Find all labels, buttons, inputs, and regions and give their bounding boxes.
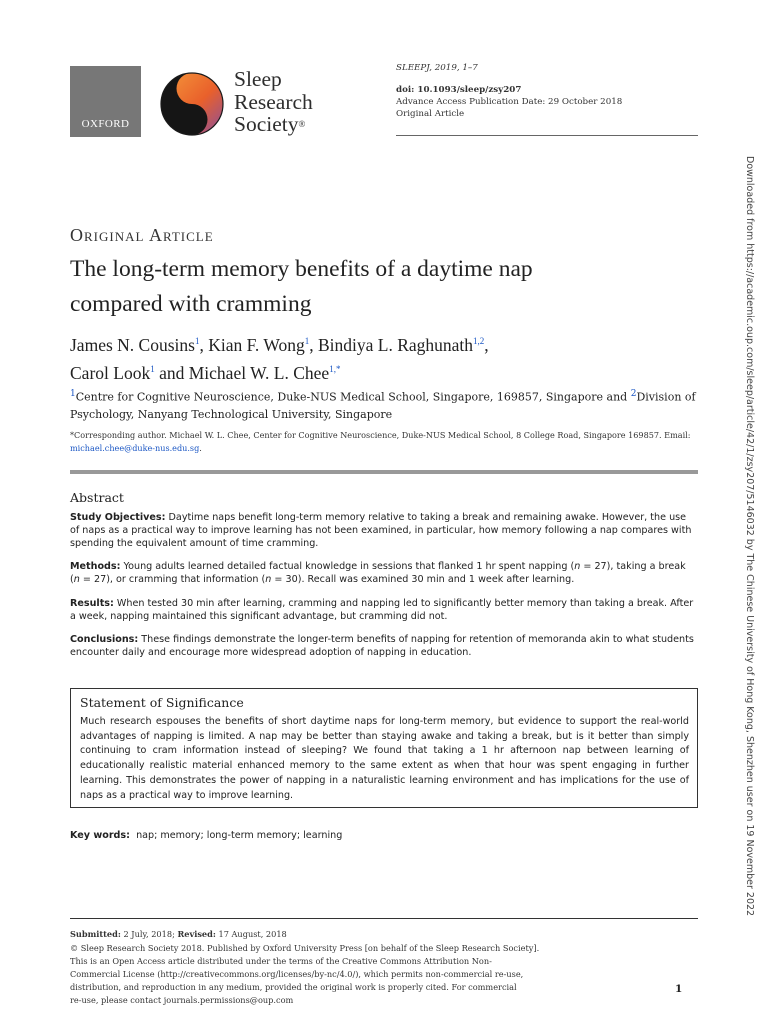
- author-name: Bindiya L. Raghunath: [317, 334, 474, 355]
- methods-n: n: [265, 574, 272, 585]
- affiliation-1: Centre for Cognitive Neuroscience, Duke-NUS Medical School, Singapore, 169857, Singapore and: [75, 390, 631, 404]
- revised-date: 17 August, 2018: [218, 929, 287, 939]
- conclusions-text: These findings demonstrate the longer-term benefits of napping for retention of memoranda akin to what students encounter daily and encourage more widespread adoption of napping in education.: [70, 634, 694, 658]
- significance-text: Much research espouses the benefits of short daytime naps for long-term memory, but evidence to support the real-world advantages of napping is limited. A nap may be better than staying awake and taking a break, but is it better than simply continuing to cram information instead of sleeping? We found that taking a 1 hr afternoon nap between learning of educationally realistic material enhanced memory to the same extent as when that hour was spent engaging in further learning. This demonstrates the power of napping in a naturalistic learning environment and has implications for the use of naps as a practical way to improve learning.: [80, 716, 689, 801]
- author-name: Carol Look: [70, 362, 151, 383]
- affiliation-2: Division of Psychology, Nanyang Technological University, Singapore: [70, 390, 696, 421]
- registered-mark: ®: [298, 119, 306, 129]
- corresponding-author-text: *Corresponding author. Michael W. L. Chee, Center for Cognitive Neuroscience, Duke-NUS Medical School, 8 College Road, Singapore 169857. Email:: [70, 430, 691, 440]
- methods-text: = 27), or cramming that information (: [79, 574, 266, 585]
- methods-label: Methods:: [70, 561, 121, 572]
- author-affiliation-ref[interactable]: 1: [150, 363, 155, 374]
- abstract-study-objectives: [70, 511, 698, 550]
- results-text: When tested 30 min after learning, cramming and napping led to significantly better memory than taking a break. After a week, napping maintained this significant advantage, but cramming did not.: [70, 598, 694, 622]
- author-separator: ,: [309, 334, 318, 355]
- corresponding-end: .: [199, 442, 202, 453]
- author-separator: ,: [199, 334, 209, 355]
- affiliations: [70, 386, 698, 423]
- society-name-line-1: Sleep: [234, 67, 282, 91]
- author-list: [70, 329, 670, 385]
- download-watermark: Downloaded from https://academic.oup.com/sleep/article/42/1/zsy207/5146032 by The Chinese University of Hong Kong, Shenzhen user on 19 November 2022: [744, 156, 755, 917]
- author-name: Michael W. L. Chee: [188, 362, 330, 383]
- journal-citation: SLEEPJ, 2019, 1–7: [396, 63, 478, 73]
- article-title: [70, 252, 690, 322]
- author-name: Kian F. Wong: [208, 334, 305, 355]
- advance-access-date: Advance Access Publication Date: 29 October 2018: [396, 97, 623, 107]
- methods-n: n: [574, 561, 581, 572]
- abstract-conclusions: [70, 633, 698, 659]
- article-type: Original Article: [396, 109, 465, 119]
- author-separator: ,: [484, 334, 489, 355]
- footer-rule: [70, 918, 698, 919]
- corresponding-author: [70, 429, 698, 454]
- doi[interactable]: doi: 10.1093/sleep/zsy207: [396, 85, 522, 95]
- results-label: Results:: [70, 598, 114, 609]
- author-affiliation-ref[interactable]: 1: [304, 336, 310, 346]
- society-name-line-3: Society: [234, 112, 299, 136]
- article-title-line-2: compared with cramming: [70, 291, 312, 317]
- license-line: re-use, please contact journals.permissions@oup.com: [70, 995, 294, 1005]
- affiliation-marker: 1: [70, 389, 76, 399]
- license-line: distribution, and reproduction in any medium, provided the original work is properly cited. For commercial: [70, 982, 517, 992]
- affiliation-marker: 2: [630, 389, 637, 399]
- sleep-research-society-logo: [158, 70, 226, 138]
- submission-dates: [70, 928, 540, 941]
- study-objectives-label: Study Objectives:: [70, 512, 166, 523]
- society-name: [234, 68, 313, 136]
- author-affiliation-ref[interactable]: 1,*: [329, 363, 341, 374]
- section-label: Original Article: [70, 225, 214, 245]
- abstract-results: [70, 597, 698, 623]
- author-separator: and: [154, 362, 189, 383]
- header-rule: [396, 135, 698, 136]
- methods-text: Young adults learned detailed factual knowledge in sessions that flanked 1 hr spent napping (: [123, 561, 575, 572]
- submitted-date: 2 July, 2018;: [123, 929, 175, 939]
- abstract-methods: [70, 560, 698, 586]
- oxford-logo: [70, 66, 141, 137]
- license-line: Commercial License (http://creativecommons.org/licenses/by-nc/4.0/), which permits non-commercial re-use,: [70, 969, 524, 979]
- abstract-divider: [70, 470, 698, 474]
- journal-info: [396, 62, 622, 120]
- methods-text: = 30). Recall was examined 30 min and 1 week after learning.: [271, 574, 575, 585]
- oxford-logo-text: OXFORD: [81, 118, 130, 130]
- author-name: James N. Cousins: [70, 334, 195, 355]
- license-line: © Sleep Research Society 2018. Published by Oxford University Press [on behalf of the Sleep Research Society].: [70, 943, 540, 953]
- methods-n: n: [73, 574, 80, 585]
- page-number: 1: [675, 983, 683, 995]
- author-affiliation-ref[interactable]: 1,2: [473, 336, 485, 346]
- article-title-line-1: The long-term memory benefits of a daytime nap: [70, 256, 533, 282]
- revised-label: Revised:: [177, 929, 216, 939]
- author-affiliation-ref[interactable]: 1: [194, 336, 200, 346]
- corresponding-email-link[interactable]: michael.chee@duke-nus.edu.sg: [70, 442, 200, 453]
- conclusions-label: Conclusions:: [70, 634, 139, 645]
- license-line: This is an Open Access article distributed under the terms of the Creative Commons Attribution Non-: [70, 956, 492, 966]
- significance-title: Statement of Significance: [80, 695, 244, 710]
- keywords: [70, 830, 342, 841]
- methods-text: = 27), taking a break (: [70, 561, 686, 585]
- keywords-label: Key words:: [70, 830, 130, 841]
- society-name-line-2: Research: [234, 89, 313, 114]
- study-objectives-text: Daytime naps benefit long-term memory relative to taking a break and remaining awake. However, the use of naps as a practical way to improve learning has not been examined, in particular, how memory following a nap compares with spending the equivalent amount of time cramming.: [70, 512, 692, 549]
- license-text: [70, 942, 540, 1007]
- keywords-text: nap; memory; long-term memory; learning: [136, 830, 343, 841]
- submitted-label: Submitted:: [70, 929, 121, 939]
- abstract-heading: Abstract: [70, 490, 124, 505]
